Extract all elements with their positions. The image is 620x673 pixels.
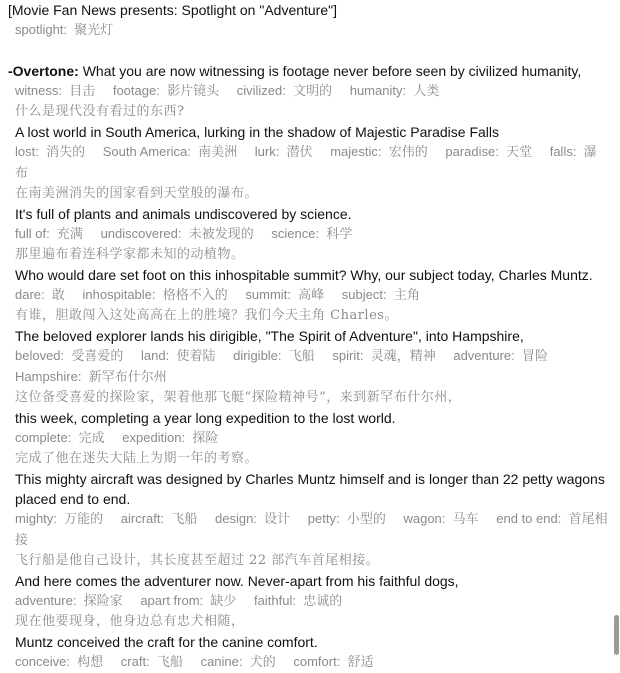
vocab-word: majestic: [330, 144, 382, 159]
scrollbar-thumb[interactable] [614, 615, 619, 655]
vocab-item [330, 144, 428, 159]
vocab-item [245, 287, 324, 302]
vocab-word: end to end: [496, 511, 562, 526]
vocab-word: spirit: [332, 348, 364, 363]
vocab-definition: 敢 [51, 288, 65, 303]
vocab-definition: 宏伟的 [388, 145, 428, 160]
vocab-item [141, 348, 215, 363]
vocab-definition: 消失的 [46, 145, 86, 160]
vocab-definition: 构想 [77, 655, 104, 670]
vocab-definition: 文明的 [293, 84, 333, 99]
english-text: this week, completing a year long expedition to the lost world. [15, 410, 396, 426]
vocab-item [201, 654, 276, 669]
vocab-item [254, 593, 342, 608]
vocab-item [293, 654, 373, 669]
vocab-word: inhospitable: [82, 287, 156, 302]
vocab-definition: 潜伏 [286, 145, 313, 160]
vocab-word: full of: [15, 226, 50, 241]
vocab-item [255, 144, 313, 159]
vocab-word: dirigible: [233, 348, 282, 363]
vocab-item [122, 430, 218, 445]
vocab-item [101, 226, 254, 241]
english-sentence [8, 326, 612, 346]
vocab-word: land: [141, 348, 170, 363]
vocab-item [103, 144, 237, 159]
english-sentence [8, 408, 612, 428]
vertical-scrollbar[interactable] [612, 0, 620, 661]
vocab-line [8, 346, 612, 388]
vocab-item [15, 430, 105, 445]
vocab-word: spotlight: [15, 22, 68, 37]
vocab-word: civilized: [236, 83, 286, 98]
vocab-definition: 忠诚的 [303, 594, 343, 609]
vocab-word: craft: [120, 654, 150, 669]
english-text: And here comes the adventurer now. Never-apart from his faithful dogs, [15, 573, 459, 589]
vocab-word: complete: [15, 430, 72, 445]
vocab-word: falls: [549, 144, 577, 159]
vocab-word: lurk: [254, 144, 280, 159]
vocab-word: canine: [200, 654, 243, 669]
vocab-definition: 万能的 [64, 512, 104, 527]
vocab-item [15, 287, 65, 302]
chinese-translation: 在南美洲消失的国家看到天堂般的瀑布。 [15, 186, 259, 201]
vocab-definition: 飞船 [156, 655, 183, 670]
vocab-item [121, 511, 198, 526]
vocab-item [237, 83, 332, 98]
vocab-line [8, 285, 612, 306]
speaker-label: -Overtone: [8, 63, 79, 79]
vocab-definition: 设计 [264, 512, 291, 527]
vocab-word: lost: [15, 144, 39, 159]
vocab-definition: 缺少 [210, 594, 237, 609]
vocab-item [342, 287, 420, 302]
vocab-item [15, 83, 95, 98]
chinese-translation: 现在他要现身，他身边总有忠犬相随， [15, 614, 245, 629]
spacer [8, 41, 612, 61]
vocab-word: aircraft: [120, 511, 165, 526]
vocab-item [233, 348, 315, 363]
vocab-word: science: [271, 226, 320, 241]
english-sentence [8, 469, 612, 509]
vocab-definition: 南美洲 [198, 145, 238, 160]
vocab-word: summit: [245, 287, 291, 302]
vocab-item [140, 593, 236, 608]
vocab-definition: 天堂 [506, 145, 533, 160]
vocab-item [403, 511, 478, 526]
vocab-definition: 高峰 [298, 288, 325, 303]
vocab-definition: 受喜爱的 [71, 349, 124, 364]
vocab-line [8, 652, 612, 673]
english-text: Who would dare set foot on this inhospitable summit? Why, our subject today, Charles Muntz. [15, 267, 593, 283]
vocab-item [15, 369, 167, 384]
vocab-word: conceive: [15, 654, 70, 669]
vocab-definition: 主角 [393, 288, 420, 303]
vocab-definition: 影片镜头 [167, 84, 220, 99]
chinese-translation: 这位备受喜爱的探险家，架着他那飞艇“探险精神号”，来到新罕布什尔州， [15, 390, 462, 405]
vocab-definition: 灵魂，精神 [370, 349, 436, 364]
english-text: A lost world in South America, lurking in the shadow of Majestic Paradise Falls [15, 124, 500, 140]
vocab-word: footage: [112, 83, 160, 98]
vocab-item [308, 511, 386, 526]
vocab-word: apart from: [140, 593, 204, 608]
vocab-item [15, 511, 103, 526]
vocab-item [350, 83, 440, 98]
english-sentence [8, 61, 612, 81]
vocab-word: wagon: [403, 511, 446, 526]
vocab-word: humanity: [349, 83, 407, 98]
vocab-definition: 人类 [413, 84, 440, 99]
vocab-word: mighty: [15, 511, 57, 526]
vocab-definition: 聚光灯 [74, 23, 114, 38]
transcript-blocks [8, 61, 612, 673]
vocab-word: beloved: [15, 348, 65, 363]
vocab-definition: 使着陆 [176, 349, 216, 364]
chinese-translation: 飞行船是他自己设计，其长度甚至超过 22 部汽车首尾相接。 [15, 553, 380, 568]
vocab-item [215, 511, 290, 526]
vocab-item [15, 226, 83, 241]
english-sentence [8, 204, 612, 224]
vocab-definition: 探险 [192, 431, 219, 446]
english-sentence [8, 122, 612, 142]
vocab-word: dare: [15, 287, 45, 302]
vocab-definition: 目击 [69, 84, 96, 99]
vocab-item [15, 144, 85, 159]
vocab-definition: 犬的 [249, 655, 276, 670]
vocab-word: petty: [307, 511, 340, 526]
vocab-line [8, 142, 612, 184]
vocab-definition: 充满 [56, 227, 83, 242]
english-sentence [8, 571, 612, 591]
vocab-line [8, 428, 612, 449]
vocab-definition: 舒适 [347, 655, 374, 670]
vocab-item [445, 144, 532, 159]
vocab-word: adventure: [15, 593, 77, 608]
vocab-item [271, 226, 352, 241]
vocab-definition: 格格不入的 [162, 288, 228, 303]
vocab-definition: 完成 [78, 431, 105, 446]
vocab-line [8, 20, 612, 41]
english-sentence [8, 632, 612, 652]
vocab-definition: 马车 [452, 512, 479, 527]
vocab-word: undiscovered: [100, 226, 182, 241]
chinese-translation: 什么是现代没有看过的东西? [15, 104, 185, 119]
vocab-definition: 首尾相接 [15, 512, 608, 548]
vocab-item [113, 83, 219, 98]
vocab-item [83, 287, 228, 302]
vocab-line [8, 509, 612, 551]
vocab-word: subject: [341, 287, 387, 302]
vocab-definition: 冒险 [522, 349, 549, 364]
vocab-word: adventure: [453, 348, 515, 363]
english-text: It's full of plants and animals undiscovered by science. [15, 206, 352, 222]
vocab-definition: 科学 [326, 227, 353, 242]
chinese-translation: 有谁，胆敢闯入这处高高在上的胜境？我们今天主角 Charles。 [15, 308, 398, 323]
vocab-word: South America: [102, 144, 191, 159]
vocab-definition: 未被发现的 [188, 227, 254, 242]
vocab-word: comfort: [293, 654, 341, 669]
english-text: This mighty aircraft was designed by Charles Muntz himself and is longer than 22 petty wagons placed end to end. [15, 471, 605, 507]
vocab-word: witness: [15, 83, 62, 98]
vocab-definition: 飞船 [171, 512, 198, 527]
vocab-item [121, 654, 183, 669]
vocab-definition: 探险家 [83, 594, 123, 609]
english-text: The beloved explorer lands his dirigible, "The Spirit of Adventure", into Hampshire, [15, 328, 524, 344]
vocab-definition: 飞船 [288, 349, 315, 364]
english-text: What you are now witnessing is footage never before seen by civilized humanity, [82, 63, 582, 79]
vocab-item [15, 22, 113, 37]
vocab-item [332, 348, 435, 363]
vocab-definition: 新罕布什尔州 [88, 370, 167, 385]
document-title: [Movie Fan News presents: Spotlight on "Adventure"] [8, 2, 337, 18]
vocab-item [15, 348, 123, 363]
vocab-word: expedition: [122, 430, 186, 445]
english-text: Muntz conceived the craft for the canine comfort. [15, 634, 318, 650]
vocab-line [8, 81, 612, 102]
vocab-line [8, 224, 612, 245]
vocab-word: design: [215, 511, 257, 526]
vocab-item [453, 348, 548, 363]
chinese-translation: 完成了他在迷失大陆上为期一年的考察。 [15, 451, 259, 466]
chinese-translation: 那里遍布着连科学家都未知的动植物。 [15, 247, 245, 262]
vocab-word: faithful: [254, 593, 296, 608]
vocab-line [8, 591, 612, 612]
vocab-definition: 瀑布 [15, 145, 597, 181]
english-sentence [8, 265, 612, 285]
vocab-item [15, 654, 103, 669]
vocab-word: Hampshire: [15, 369, 82, 384]
vocab-definition: 小型的 [346, 512, 386, 527]
vocab-item [15, 593, 123, 608]
vocab-word: paradise: [445, 144, 499, 159]
